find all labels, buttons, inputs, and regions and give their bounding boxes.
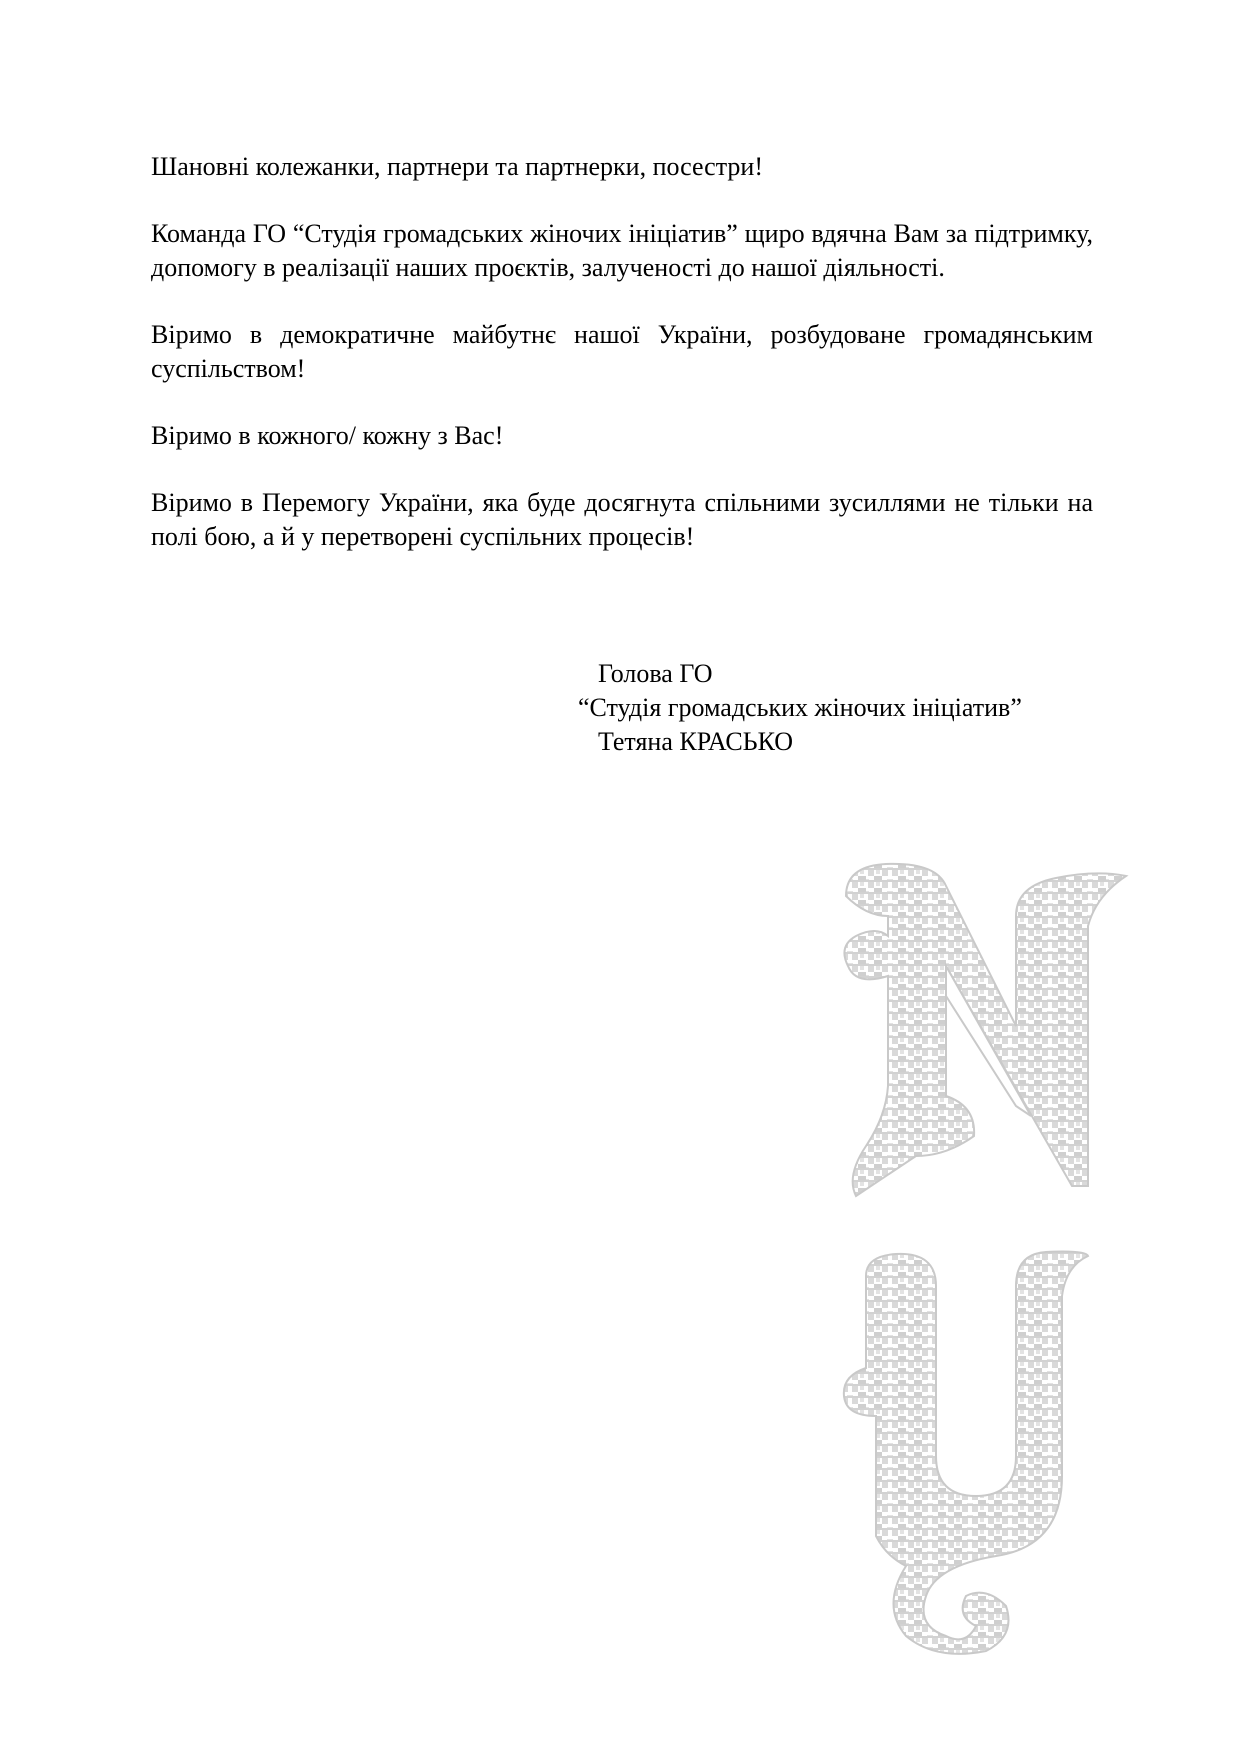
letter-paragraph-victory: Віримо в Перемогу України, яка буде досягнута спільними зусиллями не тільки на полі бою, а й у перетворені суспільних процесів! <box>151 488 1093 551</box>
letter-body <box>151 150 1093 587</box>
letter-paragraph-gratitude: Команда ГО “Студія громадських жіночих ініціатив” щиро вдячна Вам за підтримку, допомогу в реалізації наших проєктів, залученості до нашої діяльності. <box>151 219 1093 282</box>
letter-paragraph-belief: Віримо в кожного/ кожну з Вас! <box>151 421 504 450</box>
letter-greeting: Шановні колежанки, партнери та партнерки, посестри! <box>151 152 763 181</box>
signature-block <box>578 657 1022 759</box>
signature-name: Тетяна КРАСЬКО <box>598 727 794 756</box>
signature-title: Голова ГО <box>598 659 713 688</box>
signature-organization: “Студія громадських жіночих ініціатив” <box>578 693 1022 722</box>
monogram-n-icon <box>844 864 1126 1196</box>
embroidered-monogram-logo-icon <box>826 856 1146 1656</box>
monogram-u-icon <box>844 1252 1088 1654</box>
letter-paragraph-democracy: Віримо в демократичне майбутнє нашої України, розбудоване громадянським суспільством! <box>151 320 1093 383</box>
